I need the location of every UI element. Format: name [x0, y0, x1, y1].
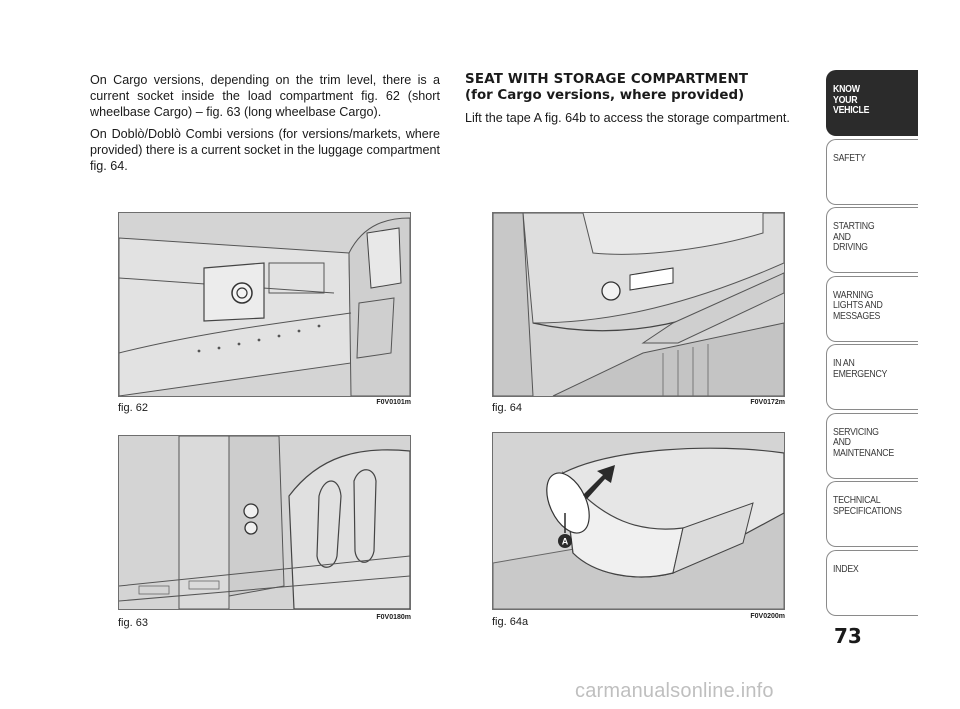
- section-title: SEAT WITH STORAGE COMPARTMENT: [465, 72, 749, 87]
- tab-index[interactable]: [826, 550, 918, 616]
- left-column: [90, 72, 440, 180]
- figure-62: [118, 212, 411, 417]
- figure-63-code: F0V0180m: [376, 614, 411, 621]
- tab-warning-lights[interactable]: [826, 276, 918, 342]
- figure-62-code: F0V0101m: [376, 399, 411, 406]
- figure-63: [118, 435, 411, 632]
- doblo-paragraph: On Doblò/Doblò Combi versions (for versions/markets, where provided) there is a current socket in the luggage compartment fig. 64.: [90, 127, 441, 173]
- callout-a: A: [561, 536, 569, 547]
- figure-62-illustration: [118, 212, 411, 397]
- tab-label: KNOW YOUR VEHICLE: [833, 84, 870, 117]
- tab-label: TECHNICAL SPECIFICATIONS: [833, 495, 902, 517]
- figure-64: [492, 212, 785, 417]
- tab-starting-and-driving[interactable]: [826, 207, 918, 273]
- tab-label: IN AN EMERGENCY: [833, 358, 888, 380]
- storage-paragraph: Lift the tape A fig. 64b to access the storage compartment.: [465, 111, 790, 125]
- figure-63-illustration: [118, 435, 411, 610]
- tab-know-your-vehicle[interactable]: [826, 70, 918, 136]
- figure-62-label: fig. 62: [118, 402, 148, 414]
- figure-64a: [492, 432, 785, 632]
- tab-label: SERVICING AND MAINTENANCE: [833, 426, 894, 459]
- tab-safety[interactable]: [826, 139, 918, 205]
- tab-servicing[interactable]: [826, 413, 918, 479]
- tab-technical-specifications[interactable]: [826, 481, 918, 547]
- tab-label: INDEX: [833, 563, 859, 575]
- tab-label: WARNING LIGHTS AND MESSAGES: [833, 289, 883, 322]
- page-number: 73: [834, 624, 862, 648]
- figure-64a-label: fig. 64a: [492, 616, 529, 628]
- section-subtitle: (for Cargo versions, where provided): [465, 88, 745, 103]
- tab-label: SAFETY: [833, 152, 866, 164]
- intro-paragraph: On Cargo versions, depending on the trim level, there is a current socket inside the load compartment fig. 62 (short wheelbase Cargo) – fig. 63 (long wheelbase Cargo).: [90, 73, 440, 119]
- figure-64a-code: F0V0200m: [750, 613, 785, 620]
- figure-64a-illustration: [492, 432, 785, 610]
- watermark-text: carmanualsonline.info: [575, 680, 774, 702]
- tab-label: STARTING AND DRIVING: [833, 221, 875, 254]
- figure-63-label: fig. 63: [118, 617, 148, 629]
- figure-64-code: F0V0172m: [750, 399, 785, 406]
- tab-in-an-emergency[interactable]: [826, 344, 918, 410]
- chapter-tabs: [826, 70, 918, 618]
- figure-64-label: fig. 64: [492, 402, 522, 414]
- figure-64-illustration: [492, 212, 785, 397]
- right-column: [465, 72, 815, 132]
